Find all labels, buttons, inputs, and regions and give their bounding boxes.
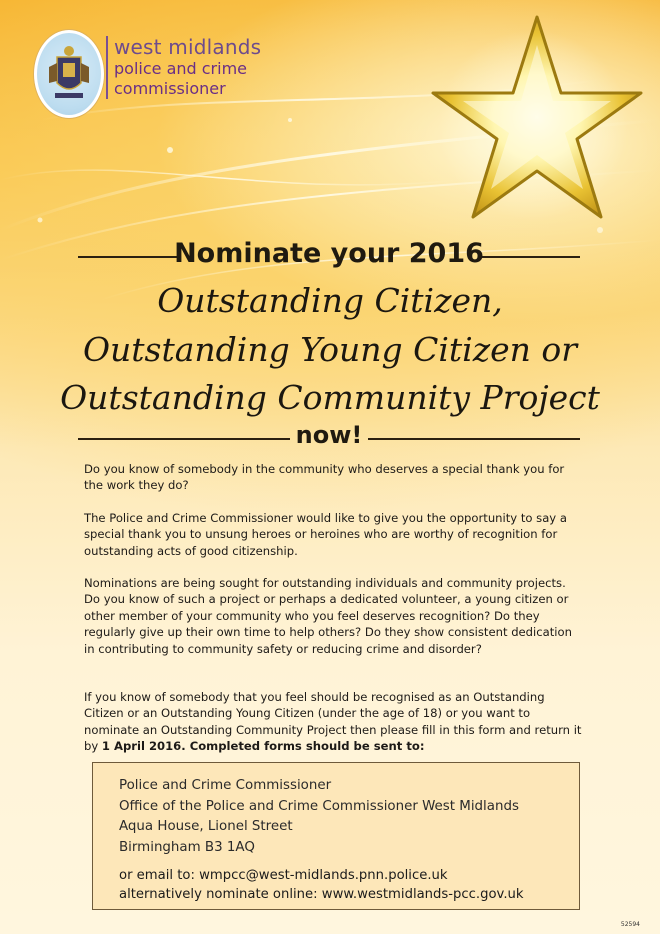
- address-line-4: Birmingham B3 1AQ: [119, 839, 255, 855]
- address-line-2: Office of the Police and Crime Commissioner West Midlands: [119, 798, 519, 814]
- crest-logo: [34, 30, 104, 118]
- paragraph-4-end: Completed forms should be sent to:: [185, 739, 425, 754]
- headline-line-3: Outstanding Community Project: [60, 378, 600, 417]
- address-line-1: Police and Crime Commissioner: [119, 778, 332, 793]
- nominate-title: Nominate your 2016: [174, 238, 484, 269]
- email-line[interactable]: or email to: wmpcc@west-midlands.pnn.police.uk: [119, 868, 448, 883]
- brand-name: [106, 36, 261, 99]
- address-line-3: Aqua House, Lionel Street: [119, 819, 293, 834]
- now-heading: [78, 421, 580, 455]
- address-box: [92, 762, 580, 910]
- headline-line-1: Outstanding Citizen,: [157, 281, 503, 320]
- contact-info: [119, 867, 524, 904]
- nominate-heading: [78, 238, 580, 274]
- gold-star-icon: [415, 5, 655, 245]
- paragraph-3: Nominations are being sought for outstanding individuals and community projects. Do you know of such a project or perhaps a dedicated volunteer, a young citizen or other member of your community who you feel deserves recognition? Do they regularly give up their own time to help others? Do they show consistent dedication in contributing to community safety or reducing crime and disorder?: [84, 576, 572, 656]
- deadline: 1 April 2016.: [101, 739, 186, 754]
- paragraph-1: Do you know of somebody in the community who deserves a special thank you for the work they do?: [84, 462, 565, 493]
- brand-line-3: commissioner: [114, 79, 226, 98]
- brand-line-1: west midlands: [114, 35, 262, 59]
- headline-line-2: Outstanding Young Citizen or: [82, 330, 578, 369]
- brand-line-2: police and crime: [114, 59, 247, 78]
- paragraph-2: The Police and Crime Commissioner would like to give you the opportunity to say a special thank you to unsung heroes or heroines who are worthy of recognition for outstanding acts of good citizenship.: [84, 511, 567, 558]
- online-line[interactable]: alternatively nominate online: www.westmidlands-pcc.gov.uk: [119, 886, 524, 902]
- paragraph-4: [84, 689, 584, 755]
- paragraph-4-start: If you know of somebody that you feel should be recognised as an Outstanding Citizen or an Outstanding Young Citizen (under the age of 18) or you want to nominate an Outstanding Community Project then please fill in this form and return it by: [84, 690, 582, 754]
- now-title: now!: [295, 421, 363, 449]
- footer-code: 52594: [620, 921, 640, 928]
- postal-address: [119, 776, 519, 858]
